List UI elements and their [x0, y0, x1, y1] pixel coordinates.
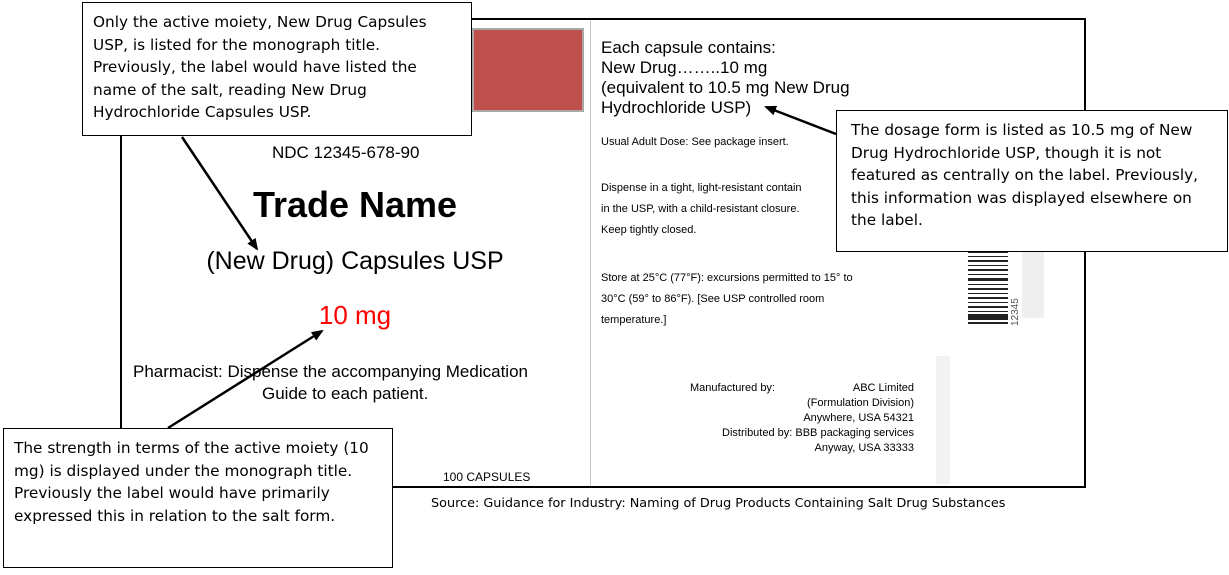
- mfg-name: ABC Limited: [852, 382, 914, 394]
- callout-strength: The strength in terms of the active moiety (10 mg) is displayed under the monograph title. Previously the label would have primarily expressed this in relation to the salt form.: [3, 428, 393, 568]
- mfg-address: Anywhere, USA 54321: [803, 412, 914, 424]
- store-line2: 30°C (59° to 86°F). [See USP controlled room: [601, 293, 825, 305]
- generic-name: (New Drug) Capsules USP: [206, 247, 504, 275]
- mfg-division: (Formulation Division): [807, 397, 914, 409]
- callout-monograph-title: Only the active moiety, New Drug Capsules USP, is listed for the monograph title. Previously, the label would have listed the name of the salt, reading New Drug Hydrochloride Capsules USP.: [82, 2, 472, 136]
- arrow-strength: [168, 331, 322, 428]
- store-line3: temperature.]: [601, 314, 667, 326]
- each-capsule-line4: Hydrochloride USP): [601, 98, 752, 117]
- usual-dose: Usual Adult Dose: See package insert.: [601, 136, 789, 148]
- distributor-address: Anyway, USA 33333: [814, 442, 914, 454]
- each-capsule-heading: Each capsule contains:: [601, 38, 776, 57]
- dispense-line2: in the USP, with a child-resistant closure.: [601, 203, 800, 215]
- pharmacist-note-line1: Pharmacist: Dispense the accompanying Medication: [133, 362, 528, 381]
- barcode-digits: 12345: [1010, 298, 1021, 326]
- trade-name: Trade Name: [252, 184, 458, 225]
- each-capsule-line3: (equivalent to 10.5 mg New Drug: [601, 78, 850, 97]
- ndc-number: NDC 12345-678-90: [272, 143, 420, 162]
- distributor: Distributed by: BBB packaging services: [722, 427, 914, 439]
- callout-dosage-form: The dosage form is listed as 10.5 mg of New Drug Hydrochloride USP, though it is not featured as centrally on the label. Previously, this information was displayed elsewhere on the label.: [836, 110, 1228, 252]
- mfg-label: Manufactured by:: [690, 382, 775, 394]
- each-capsule-line2: New Drug……..10 mg: [601, 58, 768, 77]
- arrow-monograph: [182, 137, 257, 249]
- capsule-count: 100 CAPSULES: [443, 470, 531, 484]
- store-line1: Store at 25°C (77°F): excursions permitted to 15° to: [601, 272, 853, 284]
- strength: 10 mg: [318, 300, 392, 330]
- dispense-line3: Keep tightly closed.: [601, 224, 697, 236]
- pharmacist-note-line2: Guide to each patient.: [262, 384, 429, 403]
- arrow-dosage: [766, 107, 836, 134]
- dispense-line1: Dispense in a tight, light-resistant contain: [601, 182, 802, 194]
- source-citation: Source: Guidance for Industry: Naming of Drug Products Containing Salt Drug Substances: [431, 496, 1006, 511]
